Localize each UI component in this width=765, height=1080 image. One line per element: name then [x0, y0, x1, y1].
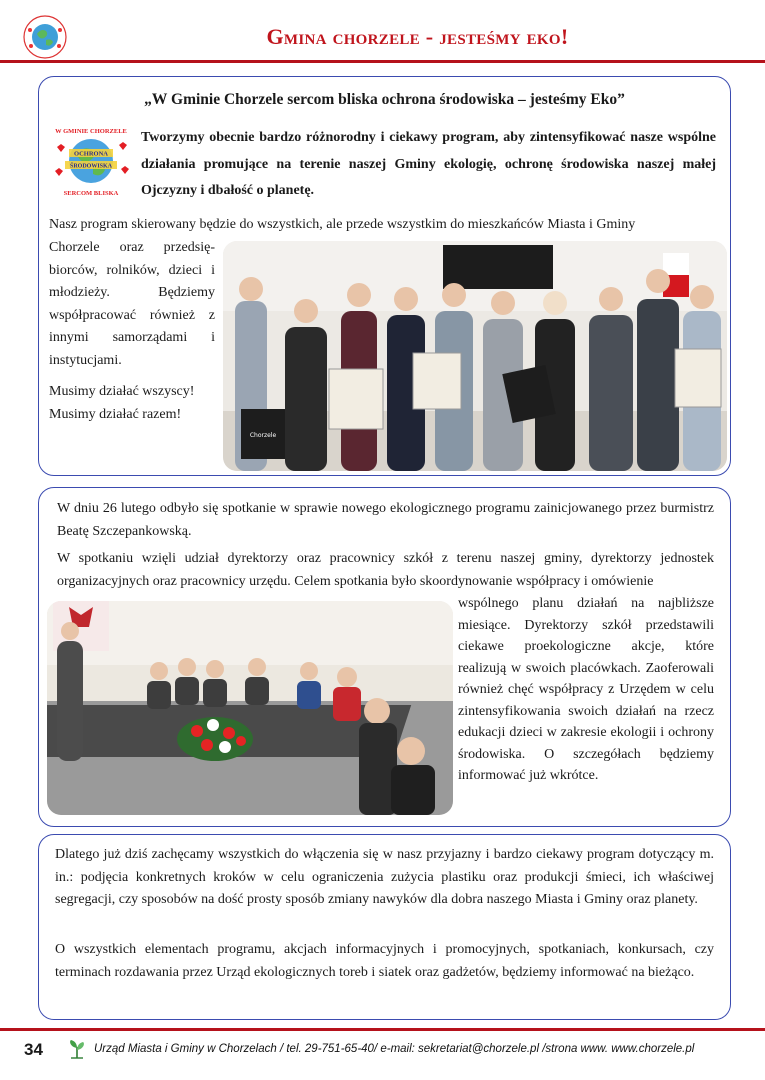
title-initial: G	[266, 24, 284, 49]
section-program	[38, 76, 731, 476]
section-quote-title: „W Gminie Chorzele sercom bliska ochrona środowiska – jesteśmy Eko”	[144, 91, 625, 108]
section-invitation	[38, 834, 731, 1020]
header-divider	[0, 60, 765, 63]
meeting-paragraph-2: W spotkaniu wzięli udział dyrektorzy oraz pracownicy szkół z terenu naszej gminy, dyrektorzy jednostek organizacyjnych oraz pracownicy urzędu. Celem spotkania było skoordynowanie współpracy i omówienie	[57, 551, 714, 589]
program-paragraph-line1: Nasz program skierowany będzie do wszystkich, ale przede wszystkim do mieszkańców Miasta i Gminy	[49, 217, 636, 232]
logo-text-bottom: SERCOM BLISKA	[63, 190, 119, 197]
title-part-2: jesteśmy eko!	[439, 24, 569, 49]
title-part-1: mina chorzele	[283, 24, 420, 49]
meeting-paragraph-3: wspólnego planu działań na najbliższe miesiące. Dyrektorzy szkół przedstawili ciekawe proekologiczne akcje, które realizują w swoich placówkach. Zaoferowali również chęć współpracy z Urzędem w celu zintensyfikowania swoich działań na rzecz edukacji dzieci w zakresie ekologii i ochrony środowiska. O szczegółach będziemy informować już wkrótce.	[458, 596, 714, 783]
eko-logo-icon	[22, 14, 68, 60]
logo-text-middle-2: ŚRODOWISKA	[69, 163, 113, 170]
leaf-icon	[66, 1038, 88, 1060]
program-paragraph-rest: Chorzele oraz przedsię-biorców, rolników, dzieci i młodzieży. Będziemy współpracować również z innymi samorządami i instytucjami.	[49, 240, 215, 368]
logo-text-top: W GMINIE CHORZELE	[55, 128, 127, 135]
footer-contact: Urząd Miasta i Gminy w Chorzelach / tel. 29-751-65-40/ e-mail: sekretariat@chorzele.pl /strona www. www.chorzele.pl	[94, 1043, 695, 1055]
page-number: 34	[24, 1040, 43, 1059]
footer-divider	[0, 1028, 765, 1031]
bag-label: Chorzele	[249, 432, 277, 439]
eko-program-logo	[49, 117, 133, 201]
meeting-photo	[47, 601, 453, 815]
meeting-paragraph-1: W dniu 26 lutego odbyło się spotkanie w sprawie nowego ekologicznego programu zainicjowanego przez burmistrz Beatę Szczepankowską.	[57, 501, 714, 539]
invitation-paragraph-1: Dlatego już dziś zachęcamy wszystkich do włączenia się w nasz przyjazny i bardzo ciekawy program dotyczący m. in.: podjęcia konkretnych kroków w celu ograniczenia zużycia plastiku oraz produkcji śmieci, ich właściwej segregacji, czy sposobów na dość prosty sposób zmiany nawyków dla dobra naszego Miasta i Gminy oraz planety.	[55, 847, 714, 907]
page-title	[90, 24, 745, 50]
invitation-paragraph-2: O wszystkich elementach programu, akcjach informacyjnych i promocyjnych, spotkaniach, konkursach, czy terminach rozdawania przez Urząd ekologicznych toreb i siatek oraz gadżetów, będziemy informować na bieżąco.	[55, 942, 714, 980]
logo-text-middle-1: OCHRONA	[74, 150, 108, 158]
group-photo	[223, 241, 727, 471]
flower-bouquet	[177, 717, 253, 761]
intro-paragraph: Tworzymy obecnie bardzo różnorodny i ciekawy program, aby zintensyfikować nasze wspólne działania promujące na terenie naszej Gminy ekologię, ochronę środowiska naszej małej Ojczyzny i dbałość o planetę.	[141, 130, 716, 198]
title-dash: -	[420, 24, 440, 49]
call-to-action-2: Musimy działać razem!	[49, 406, 182, 422]
section-meeting	[38, 487, 731, 827]
call-to-action-1: Musimy działać wszyscy!	[49, 384, 195, 399]
